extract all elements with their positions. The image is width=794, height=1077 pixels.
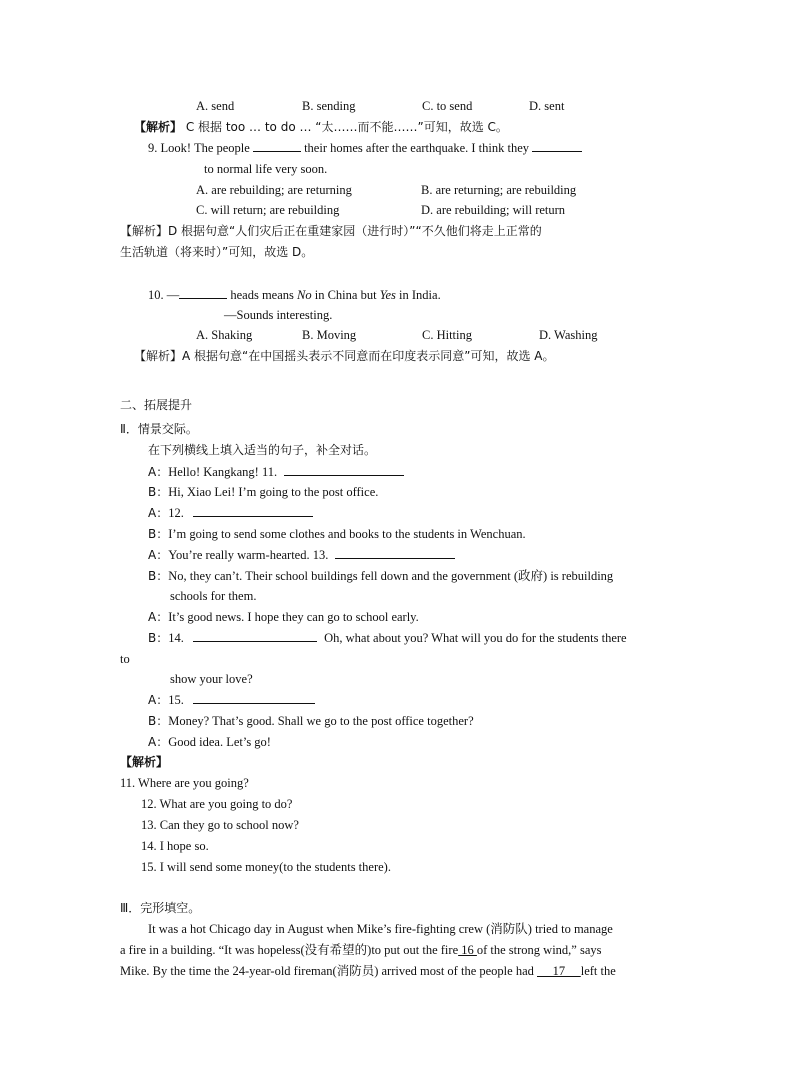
answer-12: 12. What are you going to do?	[141, 797, 293, 811]
dialogue-text: Money? That’s good. Shall we go to the post office together?	[168, 714, 474, 728]
q10-stem-part-b: heads means	[227, 288, 298, 302]
part3-line2-a: a fire in a building. “It was hopeless(没有希望的)to put out the fire	[120, 943, 459, 957]
dialogue-text: 14.	[168, 631, 184, 645]
speaker-label: A：	[148, 548, 169, 562]
q8-option-a: A. send	[196, 99, 235, 113]
section2-title: 二、拓展提升	[120, 398, 193, 412]
speaker-label: B：	[148, 631, 169, 645]
answer-13: 13. Can they go to school now?	[141, 818, 299, 832]
dialogue-line-8	[148, 630, 627, 646]
cloze-blank-16[interactable]: 16	[458, 943, 477, 957]
q8-option-d: D. sent	[529, 99, 565, 113]
speaker-label: B：	[148, 569, 169, 583]
dialogue-text: 12.	[168, 506, 184, 520]
part3-line3-b: left the	[580, 964, 616, 978]
dialogue-text: 15.	[168, 693, 184, 707]
q10-stem-part-d: in India.	[395, 288, 441, 302]
speaker-label: B：	[148, 527, 169, 541]
q10-reply: —Sounds interesting.	[224, 308, 333, 322]
dialogue-line-8-wrap: to	[120, 652, 130, 666]
q9-stem-part-a: 9. Look! The people	[148, 141, 250, 155]
blank-15[interactable]	[193, 692, 315, 704]
q8-option-b: B. sending	[302, 99, 356, 113]
speaker-label: B：	[148, 485, 169, 499]
dialogue-text: Hi, Xiao Lei! I’m going to the post office.	[168, 485, 379, 499]
part2-title: Ⅱ．情景交际。	[120, 422, 198, 436]
q9-stem	[148, 140, 582, 156]
blank-14[interactable]	[193, 630, 317, 642]
q9-analysis-line2: 生活轨道（将来时）”可知，故选 D。	[120, 245, 314, 259]
dialogue-text: You’re really warm-hearted. 13.	[168, 548, 329, 562]
dialogue-line-2	[148, 484, 378, 500]
dialogue-text: It’s good news. I hope they can go to school early.	[168, 610, 419, 624]
part3-line3	[120, 963, 616, 979]
dialogue-text: Hello! Kangkang! 11.	[168, 465, 278, 479]
answer-15: 15. I will send some money(to the students there).	[141, 860, 391, 874]
blank-12[interactable]	[193, 505, 313, 517]
dialogue-line-4	[148, 526, 526, 542]
part3-line3-a: Mike. By the time the 24-year-old fireman(消防员) arrived most of the people had	[120, 964, 537, 978]
q9-stem-cont: to normal life very soon.	[204, 162, 328, 176]
answers-tag: 【解析】	[120, 755, 169, 769]
answer-14: 14. I hope so.	[141, 839, 209, 853]
part3-line2	[120, 942, 602, 958]
q10-stem-part-a: 10. —	[148, 288, 180, 302]
cloze-blank-17[interactable]: 17	[537, 964, 581, 978]
q10-option-a: A. Shaking	[196, 328, 253, 342]
speaker-label: B：	[148, 714, 169, 728]
q10-analysis: 【解析】A 根据句意“在中国摇头表示不同意而在印度表示同意”可知，故选 A。	[134, 349, 555, 363]
q9-blank-1[interactable]	[253, 140, 301, 152]
answer-11: 11. Where are you going?	[120, 776, 249, 790]
q10-option-b: B. Moving	[302, 328, 357, 342]
analysis-tag: 【解析】	[134, 120, 183, 134]
speaker-label: A：	[148, 693, 169, 707]
q9-analysis-line1: 【解析】D 根据句意“人们灾后正在重建家园（进行时）”“不久他们将走上正常的	[120, 224, 542, 238]
dialogue-line-9	[148, 692, 315, 708]
part3-title: Ⅲ．完形填空。	[120, 901, 201, 915]
dialogue-line-6-cont: schools for them.	[170, 589, 257, 603]
q10-option-c: C. Hitting	[422, 328, 473, 342]
dialogue-line-7	[148, 609, 419, 625]
speaker-label: A：	[148, 465, 169, 479]
blank-11[interactable]	[284, 464, 404, 476]
speaker-label: A：	[148, 610, 169, 624]
q8-analysis	[134, 119, 508, 135]
q9-option-b: B. are returning; are rebuilding	[421, 183, 577, 197]
part2-instruction: 在下列横线上填入适当的句子，补全对话。	[148, 443, 377, 457]
speaker-label: A：	[148, 506, 169, 520]
part3-line2-b: of the strong wind,” says	[476, 943, 602, 957]
q9-blank-2[interactable]	[532, 140, 582, 152]
q9-option-d: D. are rebuilding; will return	[421, 203, 566, 217]
dialogue-line-8-cont: show your love?	[170, 672, 253, 686]
dialogue-line-5	[148, 547, 455, 563]
q10-blank[interactable]	[179, 287, 227, 299]
q9-option-c: C. will return; are rebuilding	[196, 203, 340, 217]
blank-13[interactable]	[335, 547, 455, 559]
dialogue-line-6	[148, 568, 613, 584]
speaker-label: A：	[148, 735, 169, 749]
dialogue-text: No, they can’t. Their school buildings fell down and the government (政府) is rebuilding	[168, 569, 614, 583]
dialogue-line-10	[148, 713, 474, 729]
dialogue-text-cont: Oh, what about you? What will you do for the students there	[324, 631, 627, 645]
dialogue-line-1	[148, 464, 404, 480]
dialogue-line-3	[148, 505, 313, 521]
q10-word-yes: Yes	[379, 288, 396, 302]
dialogue-text: Good idea. Let’s go!	[168, 735, 271, 749]
part3-line1: It was a hot Chicago day in August when Mike’s fire-fighting crew (消防队) tried to manage	[148, 922, 613, 936]
q10-option-d: D. Washing	[539, 328, 598, 342]
q9-option-a: A. are rebuilding; are returning	[196, 183, 352, 197]
q10-stem	[148, 287, 441, 303]
dialogue-text: I’m going to send some clothes and books to the students in Wenchuan.	[168, 527, 526, 541]
q10-word-no: No	[297, 288, 312, 302]
q8-analysis-text: C 根据 too … to do … “太……而不能……”可知，故选 C。	[182, 120, 508, 134]
q8-option-c: C. to send	[422, 99, 473, 113]
dialogue-line-11	[148, 734, 271, 750]
q10-stem-part-c: in China but	[311, 288, 380, 302]
q9-stem-part-b: their homes after the earthquake. I think they	[304, 141, 529, 155]
